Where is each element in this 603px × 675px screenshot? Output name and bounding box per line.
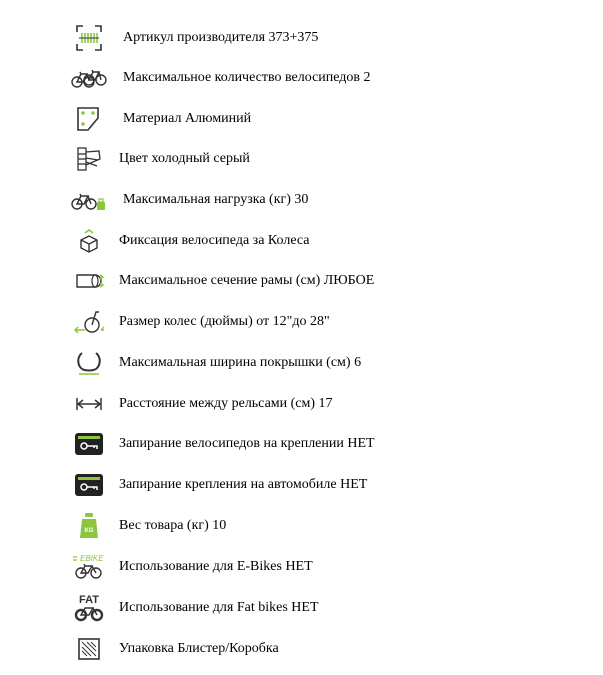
- fatbike-text: FAT: [79, 594, 99, 606]
- spec-label: Максимальное количество велосипедов 2: [123, 70, 371, 85]
- spec-label: Максимальная ширина покрышки (см) 6: [119, 355, 362, 370]
- rail-distance-icon: [70, 384, 108, 424]
- spec-row-ebike: [0, 547, 603, 587]
- spec-row-package: [0, 629, 603, 669]
- tire-width-icon: [70, 343, 108, 383]
- spec-row-car-lock: [0, 465, 603, 505]
- material-icon: [70, 99, 108, 139]
- spec-row-fatbike: [0, 588, 603, 628]
- spec-row-material: [0, 99, 603, 139]
- bike-weight-icon: [70, 180, 108, 220]
- frame-section-icon: [70, 261, 108, 301]
- spec-label: Максимальное сечение рамы (см) ЛЮБОЕ: [119, 273, 375, 288]
- color-swatch-icon: [70, 139, 108, 179]
- spec-label: Фиксация велосипеда за Колеса: [119, 233, 310, 248]
- spec-label: Размер колес (дюймы) от 12"до 28": [119, 314, 330, 329]
- spec-row-frame-section: [0, 261, 603, 301]
- spec-label: Цвет холодный серый: [119, 151, 250, 166]
- bike-lock-icon: [70, 424, 108, 464]
- car-lock-icon: [70, 465, 108, 505]
- package-icon: [70, 629, 108, 669]
- spec-row-bike-count: [0, 58, 603, 98]
- spec-label: Материал Алюминий: [123, 111, 252, 126]
- weight-kg-icon: [70, 506, 108, 546]
- fatbike-icon: [70, 588, 108, 628]
- spec-label: Запирание велосипедов на креплении НЕТ: [119, 436, 375, 451]
- spec-row-fixation: [0, 221, 603, 261]
- spec-row-article: [0, 18, 603, 58]
- spec-row-max-load: [0, 180, 603, 220]
- spec-row-rail-distance: [0, 384, 603, 424]
- spec-label: Расстояние между рельсами (см) 17: [119, 396, 333, 411]
- weight-kg-text: KG: [84, 528, 94, 534]
- spec-label: Вес товара (кг) 10: [119, 518, 227, 533]
- spec-label: Использование для Fat bikes НЕТ: [119, 600, 319, 615]
- bicycles-icon: [70, 58, 108, 98]
- wheel-size-icon: [70, 302, 108, 342]
- ebike-icon: [70, 547, 108, 587]
- spec-row-weight: [0, 506, 603, 546]
- spec-label: Использование для E-Bikes НЕТ: [119, 559, 313, 574]
- spec-row-bike-lock: [0, 424, 603, 464]
- spec-row-tire-width: [0, 343, 603, 383]
- barcode-icon: [70, 18, 108, 58]
- spec-label: Максимальная нагрузка (кг) 30: [123, 192, 309, 207]
- spec-label: Запирание крепления на автомобиле НЕТ: [119, 477, 368, 492]
- spec-label: Артикул производителя 373+375: [123, 30, 319, 45]
- wheel-fixation-icon: [70, 221, 108, 261]
- spec-row-color: [0, 139, 603, 179]
- spec-label: Упаковка Блистер/Коробка: [119, 641, 279, 656]
- ebike-text: EBIKE: [80, 554, 104, 563]
- spec-row-wheel-size: [0, 302, 603, 342]
